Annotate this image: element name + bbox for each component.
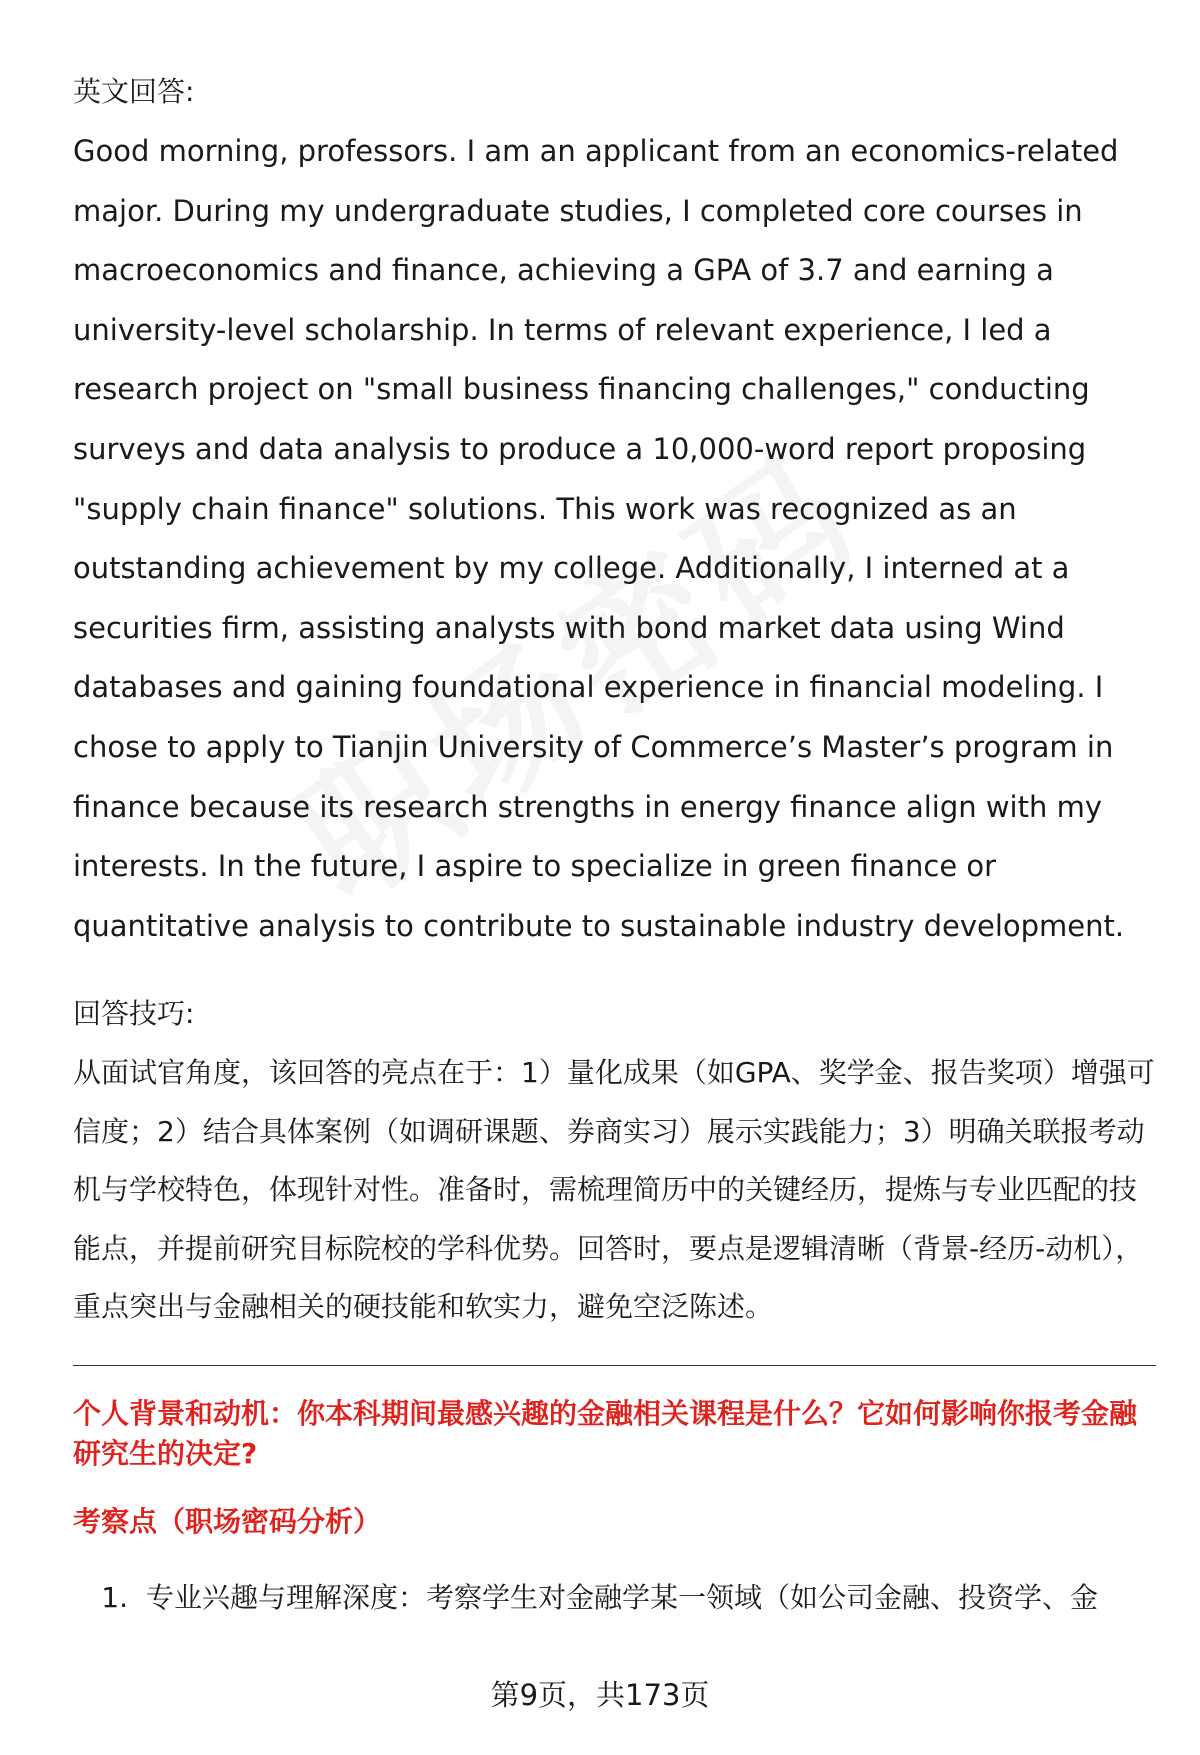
section-divider	[73, 1365, 1156, 1366]
list-item-text: 专业兴趣与理解深度：考察学生对金融学某一领域（如公司金融、投资学、金	[146, 1580, 1099, 1614]
tips-text: 从面试官角度，该回答的亮点在于：1）量化成果（如GPA、奖学金、报告奖项）增强可信度；2）结合具体案例（如调研课题、券商实习）展示实践能力；3）明确关联报考动机与学校特色，体现针对性。准备时，需梳理简历中的关键经历，提炼与专业匹配的技能点，并提前研究目标院校的学科优势。回答时，要点是逻辑清晰（背景-经历-动机），重点突出与金融相关的硬技能和软实力，避免空泛陈述。	[73, 1056, 1155, 1324]
analysis-list	[73, 1578, 1158, 1618]
page-content	[73, 62, 1158, 1618]
list-item-number: 1.	[101, 1580, 128, 1614]
english-answer-label: 英文回答:	[73, 75, 195, 108]
list-item	[73, 1578, 1158, 1618]
analysis-heading: 考察点（职场密码分析）	[73, 1504, 382, 1538]
question-heading: 个人背景和动机：你本科期间最感兴趣的金融相关课程是什么？它如何影响你报考金融研究生的决定?	[73, 1396, 1138, 1470]
page-footer: 第9页，共173页	[490, 1678, 710, 1712]
english-answer-text: Good morning, professors. I am an applicant from an economics-related major. During my undergraduate studies, I completed core courses in macroeconomics and finance, achieving a GPA of 3.7 and earning a university-level scholarship. In terms of relevant experience, I led a research project on "small business financing challenges," conducting surveys and data analysis to produce a 10,000-word report proposing "supply chain finance" solutions. This work was recognized as an outstanding achievement by my college. Additionally, I interned at a securities firm, assisting analysts with bond market data using Wind databases and gaining foundational experience in financial modeling. I chose to apply to Tianjin University of Commerce’s Master’s program in finance because its research strengths in energy finance align with my interests. In the future, I aspire to specialize in green finance or quantitative analysis to contribute to sustainable industry development.	[73, 134, 1125, 943]
tips-label: 回答技巧:	[73, 997, 195, 1031]
